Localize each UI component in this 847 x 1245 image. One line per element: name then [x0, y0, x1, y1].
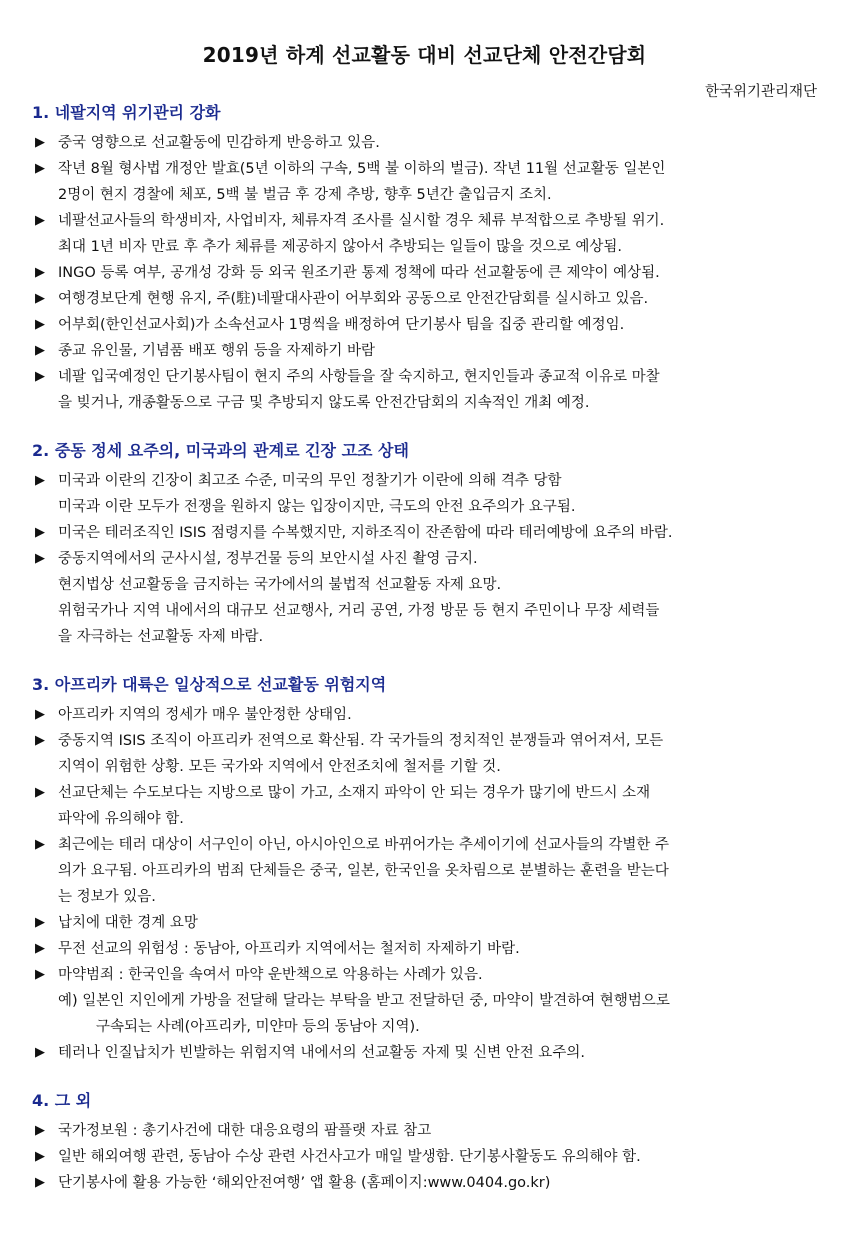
item-text-line: 파악에 유의해야 함. — [58, 811, 184, 827]
triangle-right-bullet-icon: ▶ — [35, 317, 45, 332]
triangle-right-bullet-icon: ▶ — [35, 369, 45, 384]
list-item — [32, 208, 817, 260]
list-item — [32, 1040, 817, 1066]
item-text-line: 단기봉사에 활용 가능한 ‘해외안전여행’ 앱 활용 (홈페이지:www.0404.go.kr) — [58, 1175, 551, 1191]
section-item-list — [32, 702, 817, 1066]
triangle-right-bullet-icon: ▶ — [35, 837, 45, 852]
item-text-line: 지역이 위험한 상황. 모든 국가와 지역에서 안전조치에 철저를 기할 것. — [58, 759, 501, 775]
section-heading: 3. 아프리카 대륙은 일상적으로 선교활동 위험지역 — [32, 675, 387, 694]
list-item — [32, 910, 817, 936]
section-heading: 2. 중동 정세 요주의, 미국과의 관계로 긴장 고조 상태 — [32, 441, 409, 460]
triangle-right-bullet-icon: ▶ — [35, 915, 45, 930]
item-text-line: 미국과 이란의 긴장이 최고조 수준, 미국의 무인 정찰기가 이란에 의해 격추 당함 — [58, 473, 562, 489]
list-item — [32, 1118, 817, 1144]
item-text-line: 최대 1년 비자 만료 후 추가 체류를 제공하지 않아서 추방되는 일들이 많을 것으로 예상됨. — [58, 239, 622, 255]
item-text-line: 위험국가나 지역 내에서의 대규모 선교행사, 거리 공연, 가정 방문 등 현지 주민이나 무장 세력들 — [58, 603, 660, 619]
item-text-line: 납치에 대한 경계 요망 — [58, 915, 198, 931]
section-4 — [32, 1090, 817, 1196]
triangle-right-bullet-icon: ▶ — [35, 707, 45, 722]
item-text-line: 국가정보원 : 총기사건에 대한 대응요령의 팜플랫 자료 참고 — [58, 1123, 432, 1139]
subnote-text-line: 예) 일본인 지인에게 가방을 전달해 달라는 부탁을 받고 전달하던 중, 마약이 발견하여 현행범으로 — [58, 993, 670, 1009]
item-text-line: 작년 8월 형사법 개정안 발효(5년 이하의 구속, 5백 불 이하의 벌금). 작년 11월 선교활동 일본인 — [58, 161, 666, 177]
triangle-right-bullet-icon: ▶ — [35, 135, 45, 150]
section-item-list — [32, 468, 817, 650]
item-text-line: 일반 해외여행 관련, 동남아 수상 관련 사건사고가 매일 발생함. 단기봉사활동도 유의해야 함. — [58, 1149, 641, 1165]
list-item — [32, 1144, 817, 1170]
item-text-line: 무전 선교의 위험성 : 동남아, 아프리카 지역에서는 철저히 자제하기 바람. — [58, 941, 520, 957]
section-heading: 1. 네팔지역 위기관리 강화 — [32, 103, 221, 122]
list-item — [32, 312, 817, 338]
section-1 — [32, 102, 817, 416]
item-text-line: INGO 등록 여부, 공개성 강화 등 외국 원조기관 통제 정책에 따라 선교활동에 큰 제약이 예상됨. — [58, 265, 660, 281]
triangle-right-bullet-icon: ▶ — [35, 525, 45, 540]
section-2 — [32, 440, 817, 650]
list-item — [32, 260, 817, 286]
item-text-line: 는 정보가 있음. — [58, 889, 156, 905]
triangle-right-bullet-icon: ▶ — [35, 941, 45, 956]
item-text-line: 선교단체는 수도보다는 지방으로 많이 가고, 소재지 파악이 안 되는 경우가 많기에 반드시 소재 — [58, 785, 651, 801]
item-text-line: 마약범죄 : 한국인을 속여서 마약 운반책으로 악용하는 사례가 있음. — [58, 967, 483, 983]
list-item — [32, 364, 817, 416]
triangle-right-bullet-icon: ▶ — [35, 1175, 45, 1190]
item-text-line: 미국과 이란 모두가 전쟁을 원하지 않는 입장이지만, 극도의 안전 요주의가 요구됨. — [58, 499, 576, 515]
list-item — [32, 546, 817, 650]
list-item — [32, 286, 817, 312]
list-item — [32, 338, 817, 364]
item-text-line: 아프리카 지역의 정세가 매우 불안정한 상태임. — [58, 707, 352, 723]
section-3 — [32, 674, 817, 1066]
item-text-line: 여행경보단계 현행 유지, 주(駐)네팔대사관이 어부회와 공동으로 안전간담회를 실시하고 있음. — [58, 291, 649, 307]
triangle-right-bullet-icon: ▶ — [35, 551, 45, 566]
item-text-line: 을 자극하는 선교활동 자제 바람. — [58, 629, 264, 645]
item-text-line: 의가 요구됨. 아프리카의 범죄 단체들은 중국, 일본, 한국인을 옷차림으로 분별하는 훈련을 받는다 — [58, 863, 669, 879]
organization-name: 한국위기관리재단 — [704, 84, 817, 100]
triangle-right-bullet-icon: ▶ — [35, 1123, 45, 1138]
triangle-right-bullet-icon: ▶ — [35, 1045, 45, 1060]
list-item — [32, 702, 817, 728]
triangle-right-bullet-icon: ▶ — [35, 265, 45, 280]
triangle-right-bullet-icon: ▶ — [35, 161, 45, 176]
list-item — [32, 468, 817, 520]
list-item-subnote — [32, 988, 817, 1040]
list-item — [32, 130, 817, 156]
list-item — [32, 832, 817, 910]
triangle-right-bullet-icon: ▶ — [35, 291, 45, 306]
section-heading: 4. 그 외 — [32, 1091, 92, 1110]
list-item — [32, 936, 817, 962]
section-item-list — [32, 1118, 817, 1196]
list-item — [32, 780, 817, 832]
section-item-list — [32, 130, 817, 416]
document-title: 2019년 하계 선교활동 대비 선교단체 안전간담회 — [202, 43, 647, 67]
item-text-line: 현지법상 선교활동을 금지하는 국가에서의 불법적 선교활동 자제 요망. — [58, 577, 502, 593]
triangle-right-bullet-icon: ▶ — [35, 785, 45, 800]
list-item — [32, 156, 817, 208]
item-text-line: 최근에는 테러 대상이 서구인이 아닌, 아시아인으로 바뀌어가는 추세이기에 선교사들의 각별한 주 — [58, 837, 669, 853]
triangle-right-bullet-icon: ▶ — [35, 213, 45, 228]
list-item — [32, 520, 817, 546]
triangle-right-bullet-icon: ▶ — [35, 733, 45, 748]
item-text-line: 네팔선교사들의 학생비자, 사업비자, 체류자격 조사를 실시할 경우 체류 부적합으로 추방될 위기. — [58, 213, 665, 229]
item-text-line: 어부회(한인선교사회)가 소속선교사 1명씩을 배정하여 단기봉사 팀을 집중 관리할 예정임. — [58, 317, 625, 333]
item-text-line: 2명이 현지 경찰에 체포, 5백 불 벌금 후 강제 추방, 향후 5년간 출입금지 조치. — [58, 187, 552, 203]
item-text-line: 중동지역에서의 군사시설, 정부건물 등의 보안시설 사진 촬영 금지. — [58, 551, 478, 567]
item-text-line: 종교 유인물, 기념품 배포 행위 등을 자제하기 바람 — [58, 343, 376, 359]
sections-container — [32, 102, 817, 1196]
list-item — [32, 728, 817, 780]
triangle-right-bullet-icon: ▶ — [35, 343, 45, 358]
item-text-line: 테러나 인질납치가 빈발하는 위험지역 내에서의 선교활동 자제 및 신변 안전 요주의. — [58, 1045, 585, 1061]
triangle-right-bullet-icon: ▶ — [35, 1149, 45, 1164]
item-text-line: 을 빚거나, 개종활동으로 구금 및 추방되지 않도록 안전간담회의 지속적인 개최 예정. — [58, 395, 590, 411]
triangle-right-bullet-icon: ▶ — [35, 473, 45, 488]
item-text-line: 미국은 테러조직인 ISIS 점령지를 수복했지만, 지하조직이 잔존함에 따라 테러예방에 요주의 바람. — [58, 525, 673, 541]
triangle-right-bullet-icon: ▶ — [35, 967, 45, 982]
item-text-line: 중동지역 ISIS 조직이 아프리카 전역으로 확산됨. 각 국가들의 정치적인 분쟁들과 엮어져서, 모든 — [58, 733, 664, 749]
subnote-text-line: 구속되는 사례(아프리카, 미얀마 등의 동남아 지역). — [96, 1019, 420, 1035]
item-text-line: 네팔 입국예정인 단기봉사팀이 현지 주의 사항들을 잘 숙지하고, 현지인들과 종교적 이유로 마찰 — [58, 369, 660, 385]
list-item — [32, 962, 817, 988]
list-item — [32, 1170, 817, 1196]
item-text-line: 중국 영향으로 선교활동에 민감하게 반응하고 있음. — [58, 135, 380, 151]
